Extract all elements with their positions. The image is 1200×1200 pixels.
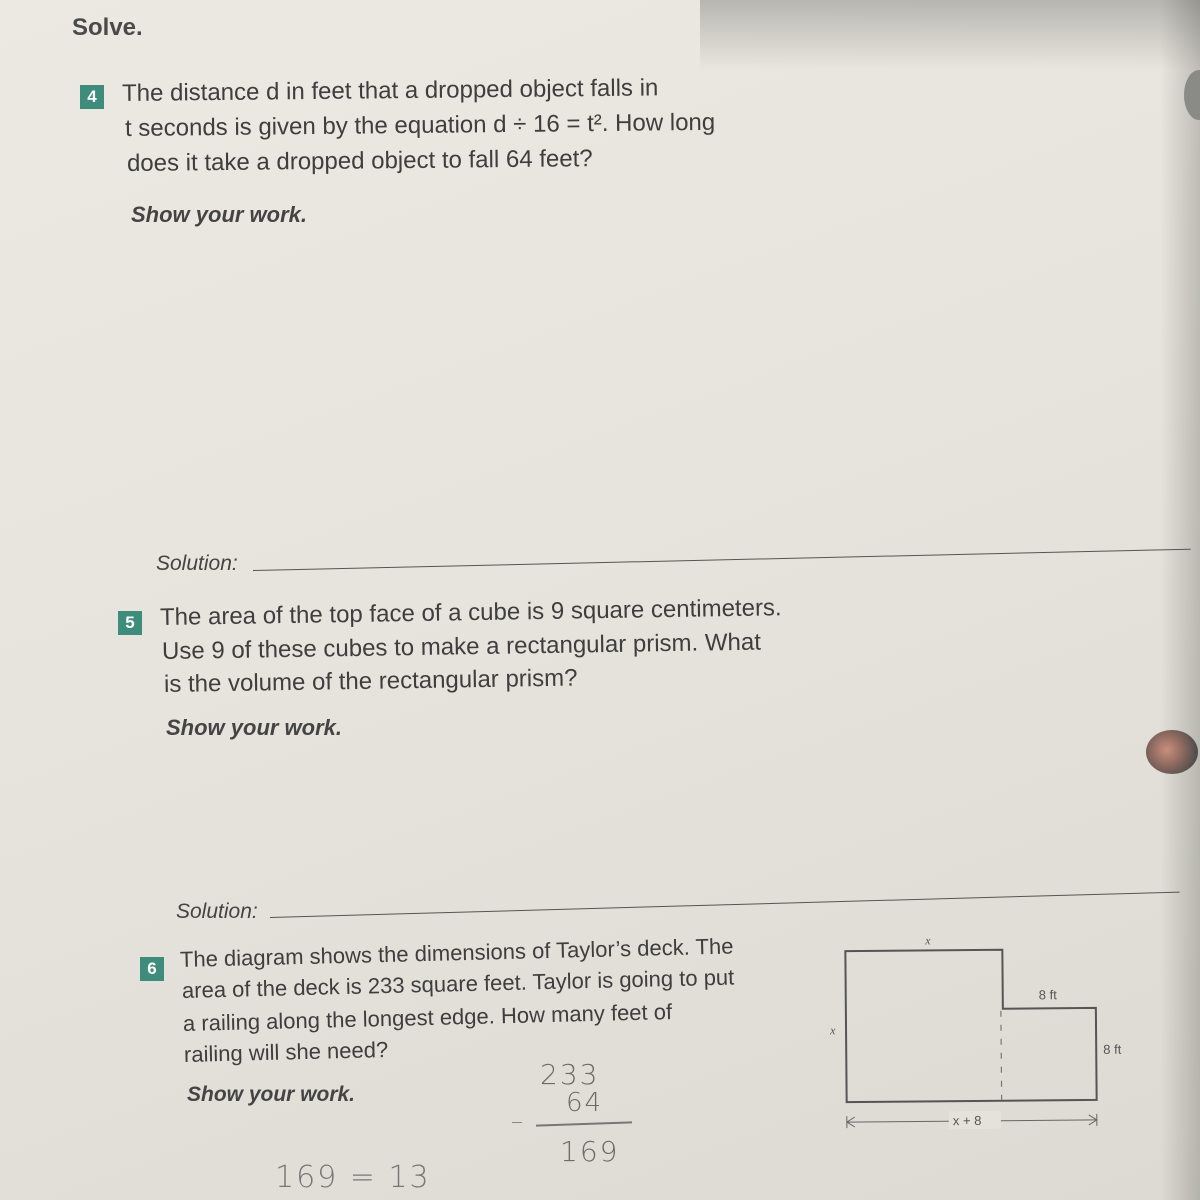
step-width-label: 8 ft	[1038, 987, 1057, 1003]
question-6-line-1: The diagram shows the dimensions of Taylor’s deck. The	[179, 933, 734, 972]
section-heading: Solve.	[72, 14, 143, 41]
question-6-line-3: a railing along the longest edge. How many feet of	[182, 999, 673, 1036]
question-6-line-2: area of the deck is 233 square feet. Taylor is going to put	[181, 964, 735, 1003]
top-x-label: x	[925, 933, 931, 948]
question-4-show-work: Show your work.	[131, 202, 308, 227]
question-6-number: 6	[140, 957, 164, 981]
question-5-line-2: Use 9 of these cubes to make a rectangular prism. What	[161, 628, 762, 665]
bottom-length-label: x + 8	[952, 1112, 982, 1129]
binder-hole	[1146, 730, 1198, 774]
handwritten-233: 233	[540, 1058, 600, 1091]
question-6-show-work: Show your work.	[187, 1083, 356, 1106]
deck-outline	[845, 949, 1096, 1102]
question-5-number: 5	[118, 611, 142, 635]
question-5-line-3: is the volume of the rectangular prism?	[163, 664, 578, 698]
question-5-line-1: The area of the top face of a cube is 9 square centimeters.	[159, 594, 782, 631]
question-4-line-3: does it take a dropped object to fall 64 feet?	[126, 145, 593, 177]
question-4-number: 4	[80, 85, 104, 109]
deck-divider	[1001, 1011, 1002, 1100]
question-5-solution-label: Solution:	[176, 900, 258, 923]
handwritten-minus-sign	[512, 1122, 522, 1123]
question-4-solution-label: Solution:	[156, 552, 238, 575]
question-4-line-2: t seconds is given by the equation d ÷ 16 = t². How long	[124, 108, 716, 142]
right-height-label: 8 ft	[1103, 1041, 1122, 1057]
question-6-line-4: railing will she need?	[183, 1037, 389, 1067]
handwritten-169: 169	[560, 1135, 620, 1168]
question-5-show-work: Show your work.	[166, 715, 343, 740]
shadow-top	[700, 0, 1200, 70]
shadow-right	[1160, 0, 1200, 1200]
handwritten-sqrt-work: 169 = 13	[275, 1160, 431, 1195]
left-x-label: x	[829, 1023, 836, 1038]
handwritten-64: 64	[566, 1088, 604, 1118]
question-4-line-1: The distance d in feet that a dropped object falls in	[121, 74, 659, 107]
deck-diagram	[820, 925, 1150, 1135]
